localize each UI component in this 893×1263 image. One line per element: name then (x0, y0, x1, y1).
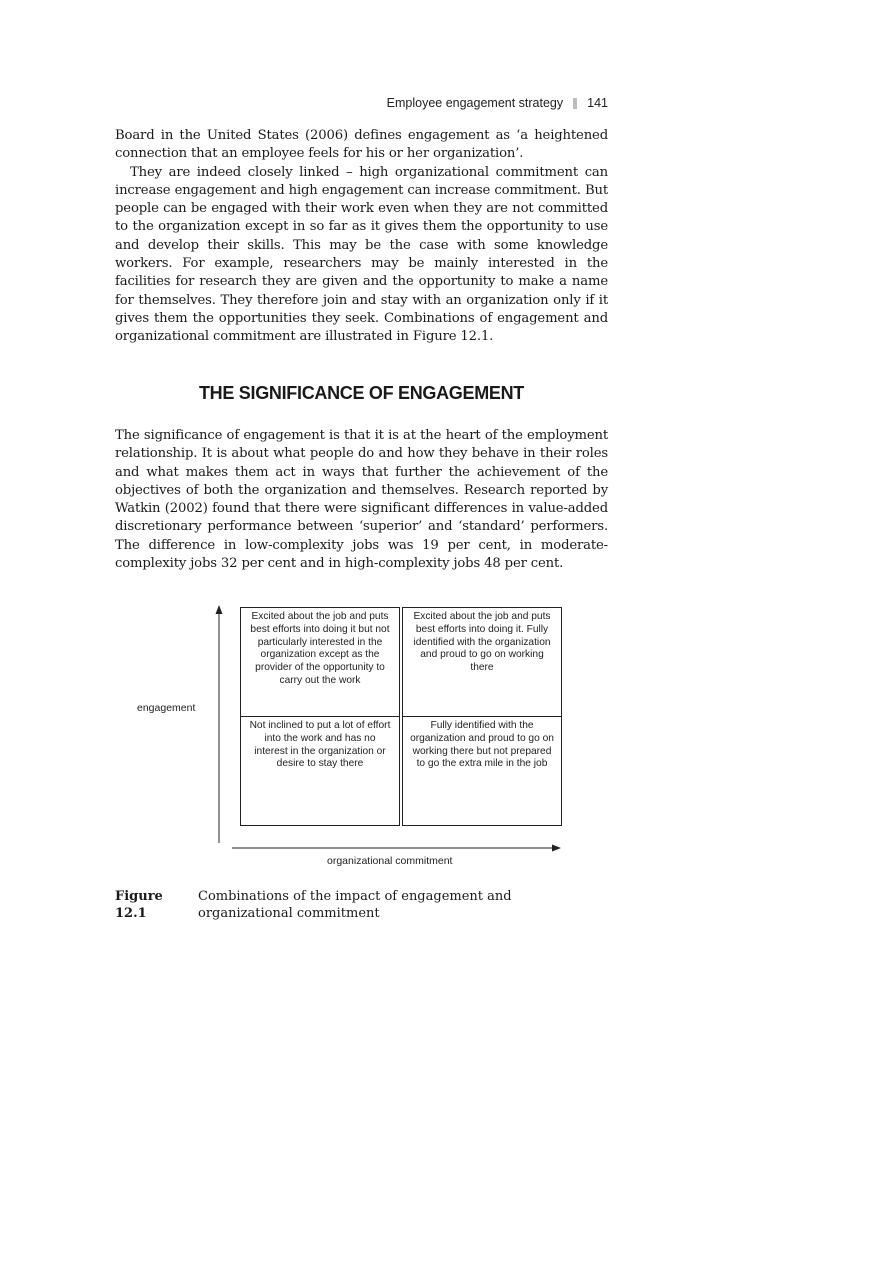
quadrant-top-left: Excited about the job and puts best efforts into doing it but not particularly interested in the organization except as the provider of the opportunity to carry out the work (240, 607, 400, 717)
body-text-top (115, 127, 608, 347)
figure-caption-label: Figure 12.1 (115, 889, 163, 921)
body-text-section (115, 427, 608, 573)
quadrant-bottom-left: Not inclined to put a lot of effort into the work and has no interest in the organization or desire to stay there (240, 716, 400, 826)
header-separator (573, 98, 577, 109)
paragraph-continuation: Board in the United States (2006) defines engagement as ‘a heightened connection that an employee feels for his or her organization’. (115, 128, 608, 162)
page-number: 141 (587, 96, 608, 110)
x-axis-label: organizational commitment (327, 855, 453, 867)
running-title: Employee engagement strategy (386, 96, 564, 110)
paragraph-commitment-link: They are indeed closely linked – high organizational commitment can increase engagement and high engagement can increase commitment. But people can be engaged with their work even when they are not committed to the organization except in so far as it gives them the opportunity to use and develop their skills. This may be the case with some knowledge workers. For example, researchers may be mainly interested in the facilities for research they are given and the opportunity to make a name for themselves. They therefore join and stay with an organization only if it gives them the opportunities they seek. Combinations of engagement and organizational commitment are illustrated in Figure 12.1. (115, 164, 608, 345)
y-axis-arrow-icon (216, 605, 223, 614)
running-header (387, 96, 608, 110)
quadrant-top-right: Excited about the job and puts best efforts into doing it. Fully identified with the organization and proud to go on working there (402, 607, 562, 717)
x-axis-arrow-icon (552, 845, 561, 852)
section-heading: THE SIGNIFICANCE OF ENGAGEMENT (198, 383, 524, 403)
quadrant-bottom-right: Fully identified with the organization and proud to go on working there but not prepared to go the extra mile in the job (402, 716, 562, 826)
figure-caption (115, 888, 608, 922)
y-axis-label: engagement (137, 702, 196, 714)
paragraph-significance: The significance of engagement is that it is at the heart of the employment relationship. It is about what people do and how they behave in their roles and what makes them act in ways that further the achievement of the objectives of both the organization and themselves. Research reported by Watkin (2002) found that there were significant differences in value-added discretionary performance between ‘superior’ and ‘standard’ performers. The difference in low-complexity jobs was 19 per cent, in moderate-complexity jobs 32 per cent and in high-complexity jobs 48 per cent. (115, 428, 608, 572)
figure-caption-text: Combinations of the impact of engagement and organizational commitment (198, 889, 512, 921)
